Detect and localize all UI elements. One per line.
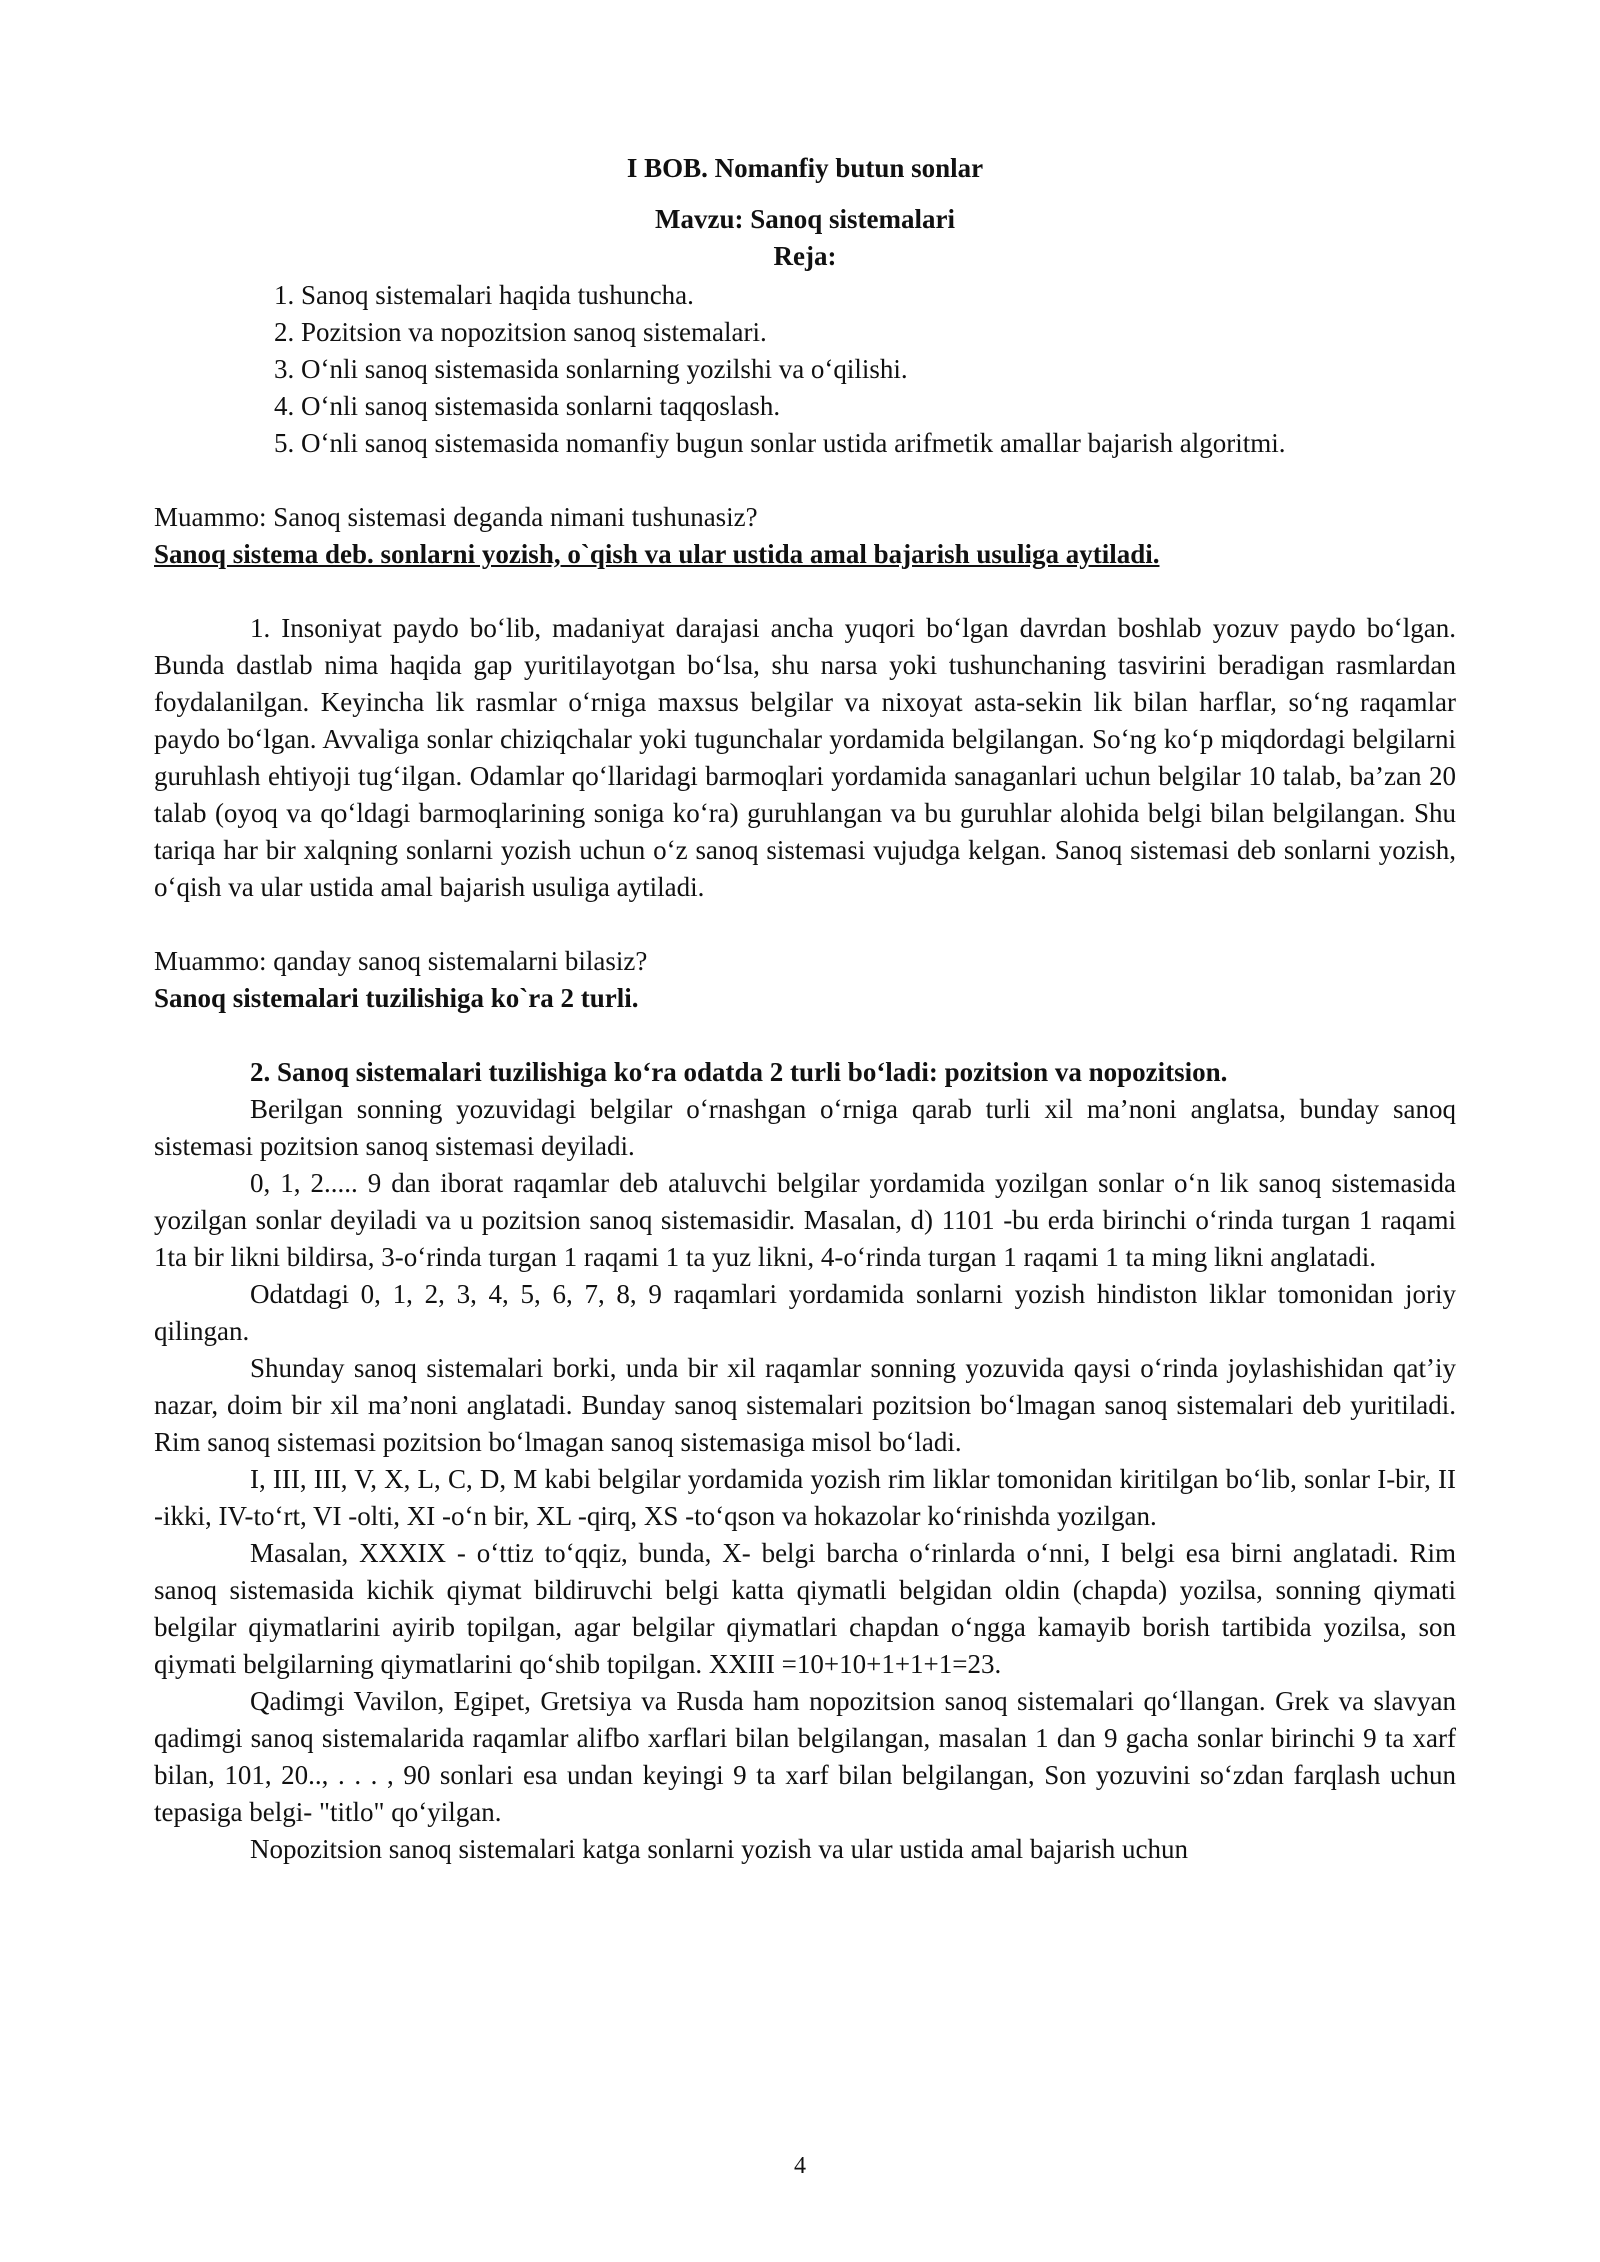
plan-item: 2. Pozitsion va nopozitsion sanoq sistemalari. xyxy=(274,317,767,347)
body-paragraph: Shunday sanoq sistemalari borki, unda bir xil raqamlar sonning yozuvida qaysi o‘rinda joylashishidan qat’iy nazar, doim bir xil ma’noni anglatadi. Bunday sanoq sistemalari pozitsion bo‘lmagan sanoq sistemalari deb yuritiladi. Rim sanoq sistemasi pozitsion bo‘lmagan sanoq sistemasiga misol bo‘ladi. xyxy=(154,1353,1456,1457)
plan-title: Reja: xyxy=(773,241,837,271)
body-paragraph: Nopozitsion sanoq sistemalari katga sonlarni yozish va ular ustida amal bajarish uchun xyxy=(250,1834,1189,1864)
plan-list xyxy=(154,277,1456,462)
body-paragraph: Odatdagi 0, 1, 2, 3, 4, 5, 6, 7, 8, 9 raqamlari yordamida sonlarni yozish hindiston liklar tomonidan joriy qilingan. xyxy=(154,1279,1456,1346)
plan-item: 3. O‘nli sanoq sistemasida sonlarning yozilshi va o‘qilishi. xyxy=(274,354,908,384)
plan-item: 5. O‘nli sanoq sistemasida nomanfiy bugun sonlar ustida arifmetik amallar bajarish algoritmi. xyxy=(274,428,1286,458)
problem-answer: Sanoq sistema deb. sonlarni yozish, o`qish va ular ustida amal bajarish usuliga aytiladi. xyxy=(154,539,1160,569)
body-paragraph: Berilgan sonning yozuvidagi belgilar o‘rnashgan o‘rniga qarab turli xil ma’noni anglatsa, bunday sanoq sistemasi pozitsion sanoq sistemasi deyiladi. xyxy=(154,1094,1456,1161)
plan-item: 4. O‘nli sanoq sistemasida sonlarni taqqoslash. xyxy=(274,391,781,421)
problem-question: Muammo: Sanoq sistemasi deganda nimani tushunasiz? xyxy=(154,502,758,532)
body-paragraph: 1. Insoniyat paydo bo‘lib, madaniyat darajasi ancha yuqori bo‘lgan davrdan boshlab yozuv paydo bo‘lgan. Bunda dastlab nima haqida gap yuritilayotgan bo‘lsa, shu narsa yoki tushunchaning tasvirini beradigan rasmlardan foydalanilgan. Keyincha lik rasmlar o‘rniga maxsus belgilar va nixoyat asta-sekin lik bilan harflar, so‘ng raqamlar paydo bo‘lgan. Avvaliga sonlar chiziqchalar yoki tugunchalar yordamida belgilangan. So‘ng ko‘p miqdordagi belgilarni guruhlash ehtiyoji tug‘ilgan. Odamlar qo‘llaridagi barmoqlari yordamida sanaganlari uchun belgilar 10 talab, ba’zan 20 talab (oyoq va qo‘ldagi barmoqlarining soniga ko‘ra) guruhlangan va bu guruhlar alohida belgi bilan belgilangan. Shu tariqa har bir xalqning sonlarni yozish uchun o‘z sanoq sistemasi vujudga kelgan. Sanoq sistemasi deb sonlarni yozish, o‘qish va ular ustida amal bajarish usuliga aytiladi. xyxy=(154,613,1456,902)
problem-answer: Sanoq sistemalari tuzilishiga ko`ra 2 turli. xyxy=(154,983,639,1013)
topic-title: Mavzu: Sanoq sistemalari xyxy=(655,204,955,234)
plan-item: 1. Sanoq sistemalari haqida tushuncha. xyxy=(274,280,694,310)
spacer xyxy=(154,462,1456,499)
page-number: 4 xyxy=(794,2153,806,2179)
spacer xyxy=(154,573,1456,610)
body-paragraph: 0, 1, 2..... 9 dan iborat raqamlar deb ataluvchi belgilar yordamida yozilgan sonlar o‘n lik sanoq sistemasida yozilgan sonlar deyiladi va u pozitsion sanoq sistemasidir. Masalan, d) 1101 -bu erda birinchi o‘rinda turgan 1 raqami 1ta bir likni bildirsa, 3-o‘rinda turgan 1 raqami 1 ta yuz likni, 4-o‘rinda turgan 1 raqami 1 ta ming likni anglatadi. xyxy=(154,1168,1456,1272)
spacer xyxy=(154,1017,1456,1054)
body-paragraph: Qadimgi Vavilon, Egipet, Gretsiya va Rusda ham nopozitsion sanoq sistemalari qo‘llangan. Grek va slavyan qadimgi sanoq sistemalarida raqamlar alifbo xarflari bilan belgilangan, masalan 1 dan 9 gacha sonlar birinchi 9 ta xarf bilan, 101, 20.., . . . , 90 sonlari esa undan keyingi 9 ta xarf bilan belgilangan, Son yozuvini so‘zdan farqlash uchun tepasiga belgi- "titlo" qo‘yilgan. xyxy=(154,1686,1456,1827)
chapter-title: I BOB. Nomanfiy butun sonlar xyxy=(626,153,984,183)
spacer xyxy=(154,906,1456,943)
body-paragraph: Masalan, XXXIX - o‘ttiz to‘qqiz, bunda, X- belgi barcha o‘rinlarda o‘nni, I belgi esa birni anglatadi. Rim sanoq sistemasida kichik qiymat bildiruvchi belgi katta qiymatli belgidan oldin (chapda) yozilsa, sonning qiymati belgilar qiymatlarini ayirib topilgan, agar belgilar qiymatlari chapdan o‘ngga kamayib borish tartibida yozilsa, son qiymati belgilarning qiymatlarini qo‘shib topilgan. XXIII =10+10+1+1+1=23. xyxy=(154,1538,1456,1679)
problem-question: Muammo: qanday sanoq sistemalarni bilasiz? xyxy=(154,946,648,976)
body-paragraph: I, III, III, V, X, L, C, D, M kabi belgilar yordamida yozish rim liklar tomonidan kiritilgan bo‘lib, sonlar I-bir, II -ikki, IV-to‘rt, VI -olti, XI -o‘n bir, XL -qirq, XS -to‘qson va hokazolar ko‘rinishda yozilgan. xyxy=(154,1464,1456,1531)
document-page xyxy=(154,150,1456,1868)
section-heading: 2. Sanoq sistemalari tuzilishiga ko‘ra odatda 2 turli bo‘ladi: pozitsion va nopozitsion. xyxy=(250,1057,1228,1087)
